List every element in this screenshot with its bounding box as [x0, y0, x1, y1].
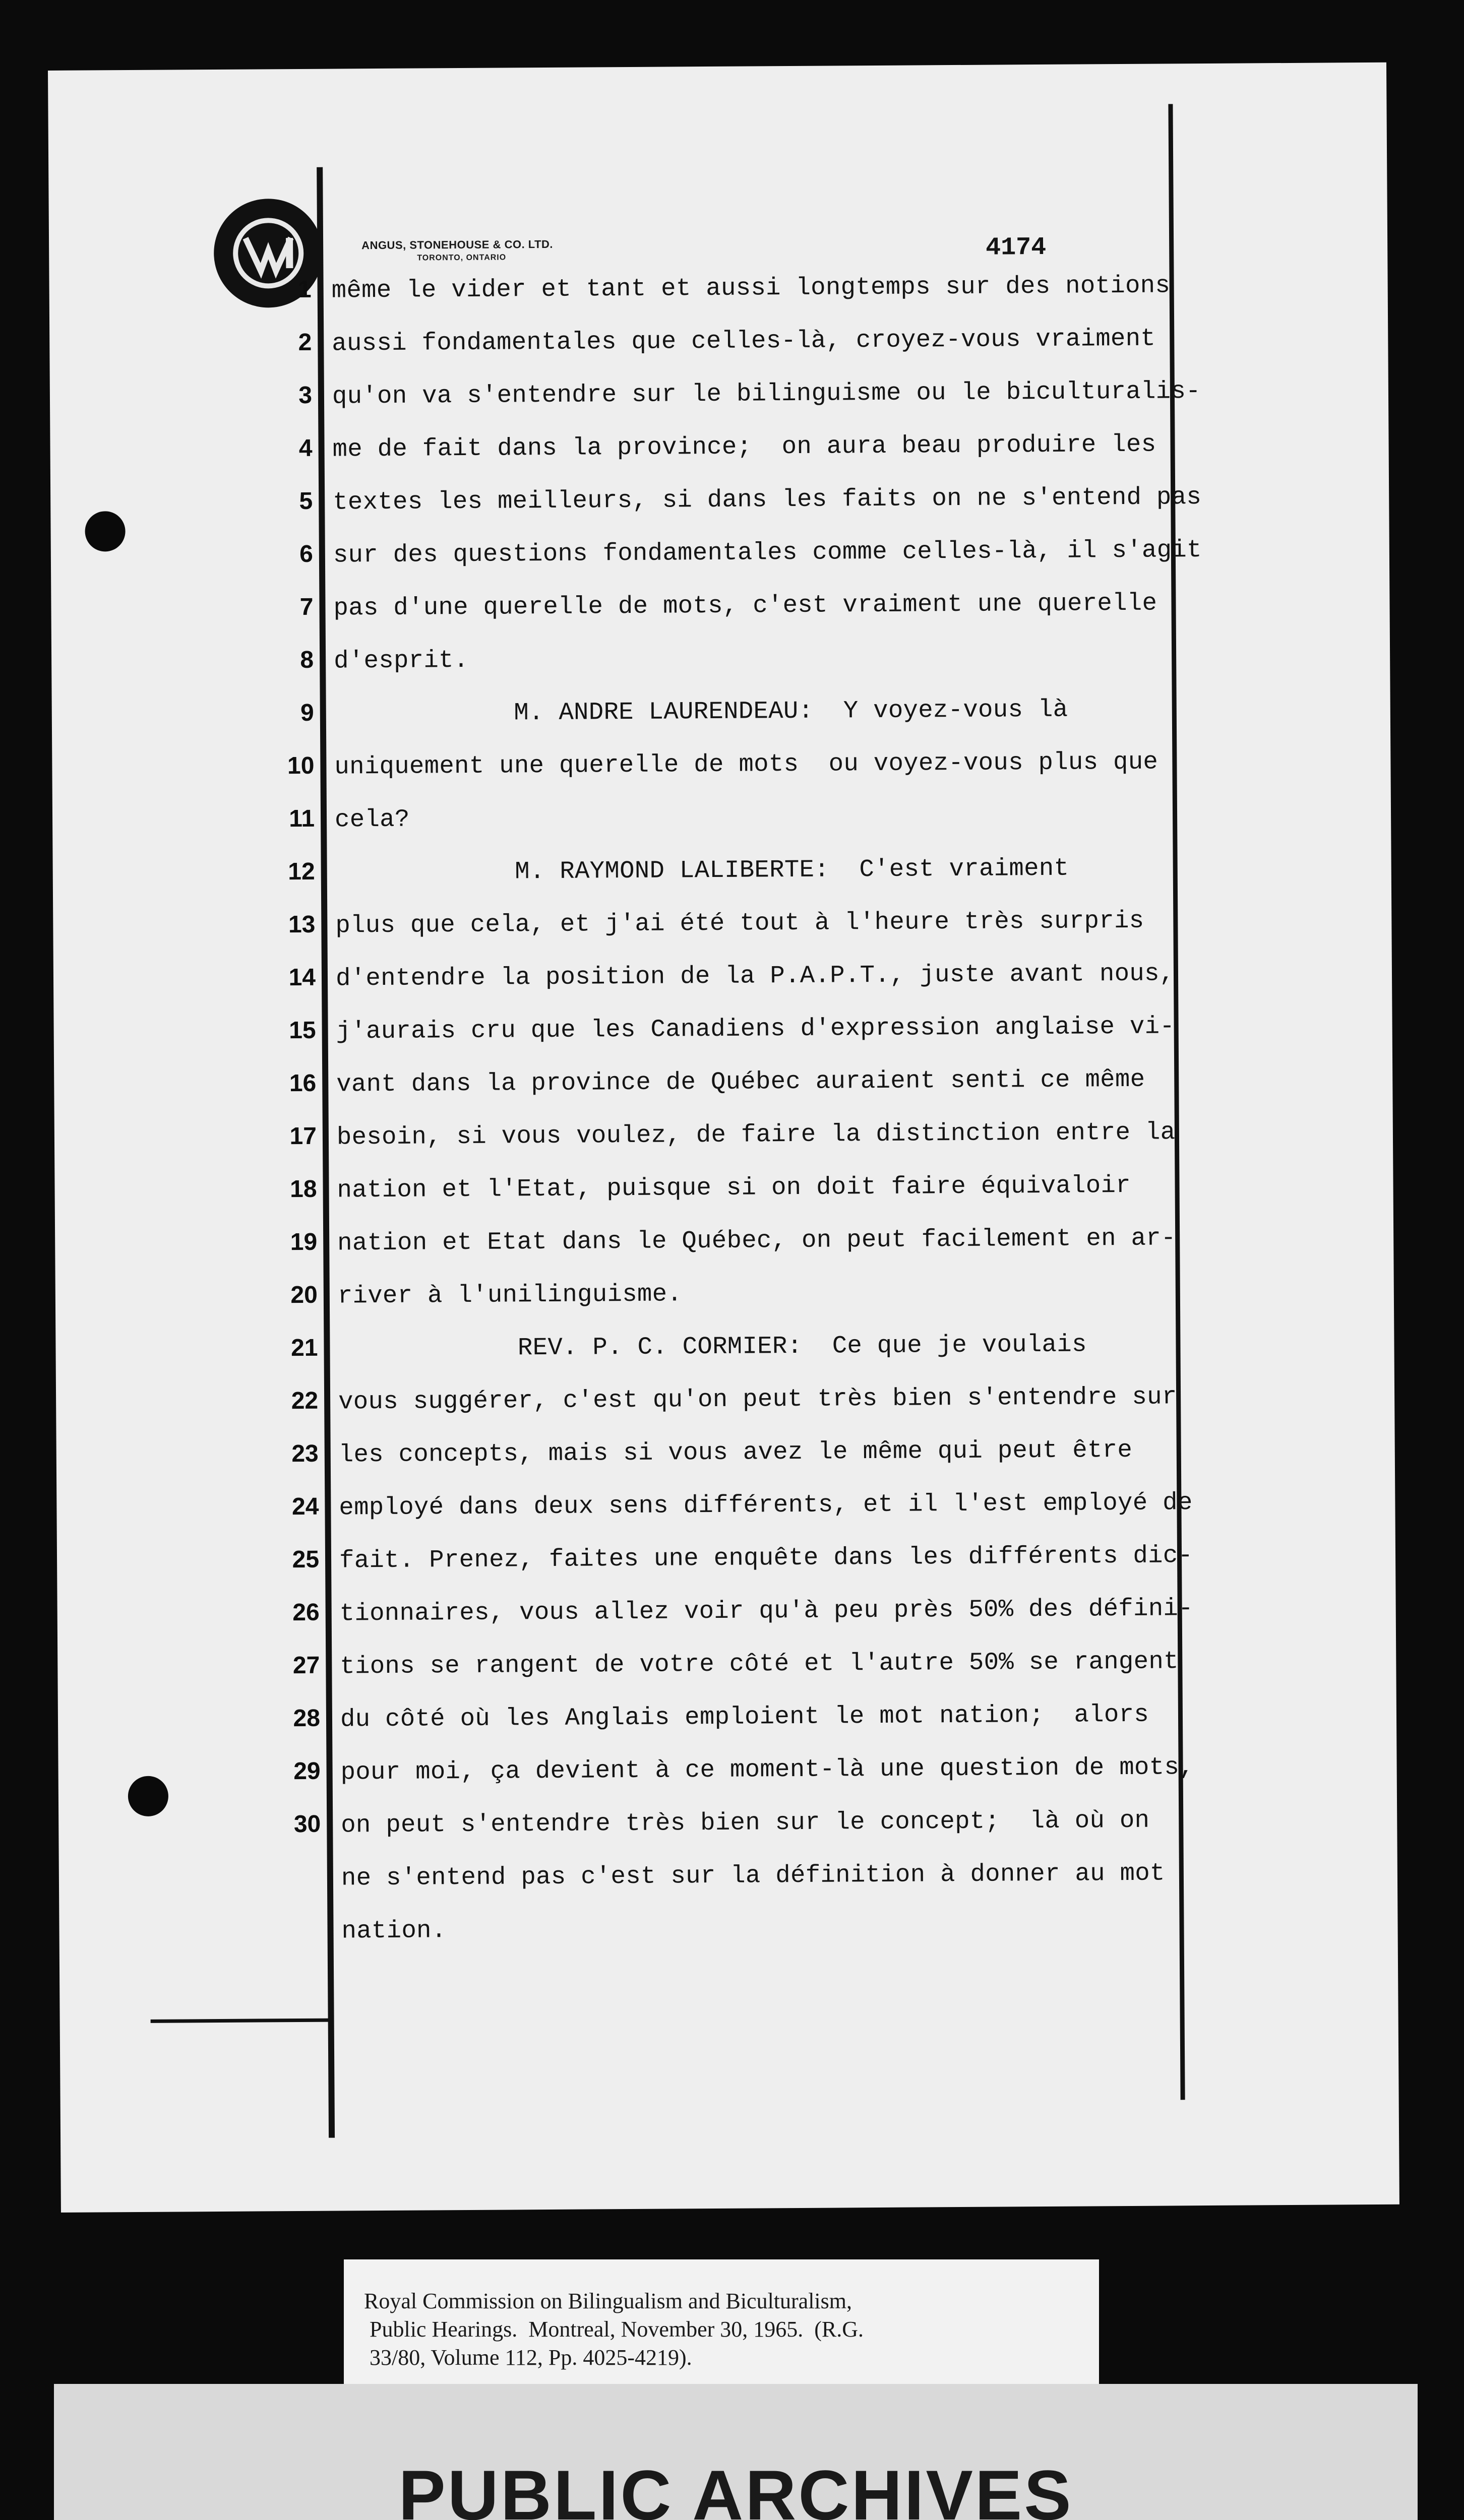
line-number: 3 — [298, 382, 313, 409]
line-text: textes les meilleurs, si dans les faits on ne s'entend pas — [333, 483, 1202, 517]
line-number: 14 — [288, 964, 316, 991]
line-number: 11 — [289, 805, 315, 833]
transcript-line — [56, 1435, 1133, 1497]
line-number: 5 — [299, 487, 313, 515]
transcript-line — [53, 1012, 1175, 1074]
line-text: besoin, si vous voulez, de faire la distinction entre la — [336, 1118, 1176, 1152]
line-text: river à l'unilinguisme. — [337, 1280, 683, 1310]
transcript-line — [55, 1280, 683, 1338]
line-text: d'esprit. — [333, 646, 469, 675]
line-text: on peut s'entendre très bien sur le concept; là où on — [341, 1806, 1150, 1840]
line-text: tionnaires, vous allez voir qu'à peu près 50% des défini- — [339, 1594, 1194, 1628]
transcript-line — [54, 1171, 1131, 1232]
line-text: me de fait dans la province; on aura beau produire les — [332, 430, 1156, 464]
line-number: 21 — [290, 1334, 318, 1362]
line-number: 29 — [293, 1757, 321, 1785]
transcript-line — [58, 1753, 1194, 1814]
line-text: les concepts, mais si vous avez le même qui peut être — [338, 1435, 1133, 1469]
transcript-line — [57, 1541, 1193, 1603]
line-number: 20 — [290, 1281, 318, 1309]
line-text: M. ANDRE LAURENDEAU: Y voyez-vous là — [334, 695, 1068, 728]
line-number: 15 — [289, 1017, 316, 1044]
line-text: REV. P. C. CORMIER: Ce que je voulais — [338, 1330, 1087, 1363]
line-number: 1 — [297, 276, 312, 303]
transcript-page — [48, 62, 1399, 2213]
citation-line-2: Public Hearings. Montreal, November 30, 1965. (R.G. — [364, 2317, 864, 2342]
line-number: 6 — [299, 540, 314, 568]
line-number: 2 — [298, 329, 312, 356]
citation-line-1: Royal Commission on Bilingualism and Biculturalism, — [364, 2289, 852, 2313]
line-number: 10 — [287, 752, 315, 780]
transcript-line — [56, 1382, 1177, 1444]
transcript-line — [53, 959, 1175, 1021]
line-number: 12 — [288, 858, 315, 886]
letterhead-company: ANGUS, STONEHOUSE & CO. LTD. — [361, 237, 554, 252]
transcript-line — [51, 646, 469, 703]
transcript-line — [52, 805, 410, 862]
transcript-lines — [48, 62, 1399, 2213]
line-text: plus que cela, et j'ai été tout à l'heure très surpris — [335, 906, 1144, 940]
transcript-line — [51, 536, 1202, 597]
line-text: aussi fondamentales que celles-là, croyez-vous vraiment — [332, 324, 1156, 358]
line-text: M. RAYMOND LALIBERTE: C'est vraiment — [335, 854, 1069, 887]
line-number: 22 — [291, 1387, 319, 1415]
transcript-line — [59, 1859, 1165, 1920]
line-text: tions se rangent de votre côté et l'autre 50% se rangent — [340, 1647, 1179, 1681]
line-text: pour moi, ça devient à ce moment-là une question de mots, — [340, 1753, 1194, 1787]
transcript-line — [58, 1700, 1149, 1761]
line-number: 28 — [293, 1705, 321, 1732]
transcript-line — [49, 324, 1156, 386]
line-number: 13 — [288, 911, 316, 938]
transcript-line — [50, 483, 1202, 544]
line-number: 23 — [291, 1440, 319, 1468]
transcript-line — [52, 695, 1068, 756]
transcript-line — [56, 1488, 1193, 1550]
line-number: 8 — [300, 646, 314, 673]
line-number: 25 — [292, 1546, 320, 1573]
line-number: 17 — [289, 1122, 317, 1150]
citation-text — [364, 2287, 864, 2372]
transcript-line — [55, 1224, 1176, 1285]
transcript-line — [58, 1806, 1150, 1867]
transcript-line — [54, 1118, 1176, 1179]
line-text: d'entendre la position de la P.A.P.T., juste avant nous, — [335, 959, 1175, 993]
line-text: pas d'une querelle de mots, c'est vraiment une querelle — [333, 589, 1157, 622]
public-archives-stamp — [54, 2384, 1418, 2520]
line-number: 19 — [290, 1228, 318, 1256]
line-number: 16 — [289, 1069, 317, 1097]
transcript-line — [53, 854, 1069, 915]
citation-line-3: 33/80, Volume 112, Pp. 4025-4219). — [364, 2345, 692, 2370]
line-text: ne s'entend pas c'est sur la définition à donner au mot — [341, 1859, 1165, 1893]
line-number: 24 — [291, 1493, 319, 1521]
transcript-line — [57, 1594, 1194, 1656]
stamp-line-english: PUBLIC ARCHIVES — [398, 2455, 1073, 2520]
line-text: fait. Prenez, faites une enquête dans les différents dic- — [339, 1541, 1193, 1575]
transcript-line — [49, 271, 1171, 333]
archive-citation-label — [344, 2259, 1099, 2403]
line-number: 7 — [299, 593, 314, 620]
line-number: 27 — [292, 1652, 320, 1679]
line-text: nation et Etat dans le Québec, on peut facilement en ar- — [337, 1224, 1176, 1257]
page-number: 4174 — [986, 233, 1047, 263]
transcript-line — [50, 430, 1156, 491]
line-number: 9 — [300, 699, 314, 726]
transcript-line — [59, 1916, 447, 1973]
transcript-line — [54, 1065, 1145, 1126]
line-text: sur des questions fondamentales comme celles-là, il s'agit — [333, 536, 1202, 570]
letterhead-city: TORONTO, ONTARIO — [417, 253, 507, 263]
transcript-line — [52, 747, 1158, 809]
transcript-line — [50, 377, 1201, 438]
line-text: vant dans la province de Québec auraient senti ce même — [336, 1065, 1145, 1099]
line-number: 4 — [298, 434, 313, 462]
line-text: vous suggérer, c'est qu'on peut très bien s'entendre sur — [338, 1382, 1177, 1416]
line-number: 26 — [292, 1599, 320, 1626]
line-text: nation et l'Etat, puisque si on doit faire équivaloir — [337, 1171, 1131, 1205]
line-text: qu'on va s'entendre sur le bilinguisme ou le biculturalis- — [332, 377, 1201, 411]
line-text: j'aurais cru que les Canadiens d'expression anglaise vi- — [336, 1012, 1175, 1046]
transcript-line — [55, 1330, 1087, 1391]
transcript-line — [57, 1647, 1179, 1709]
line-text: employé dans deux sens différents, et il l'est employé de — [339, 1488, 1193, 1522]
line-text: du côté où les Anglais emploient le mot nation; alors — [340, 1700, 1149, 1734]
transcript-line — [53, 906, 1144, 968]
line-text: nation. — [341, 1916, 447, 1945]
line-number: 30 — [293, 1810, 321, 1838]
line-text: même le vider et tant et aussi longtemps sur des notions — [331, 271, 1171, 305]
line-text: cela? — [334, 805, 410, 834]
line-number: 18 — [290, 1175, 317, 1203]
transcript-line — [51, 589, 1157, 650]
line-text: uniquement une querelle de mots ou voyez-vous plus que — [334, 747, 1158, 781]
